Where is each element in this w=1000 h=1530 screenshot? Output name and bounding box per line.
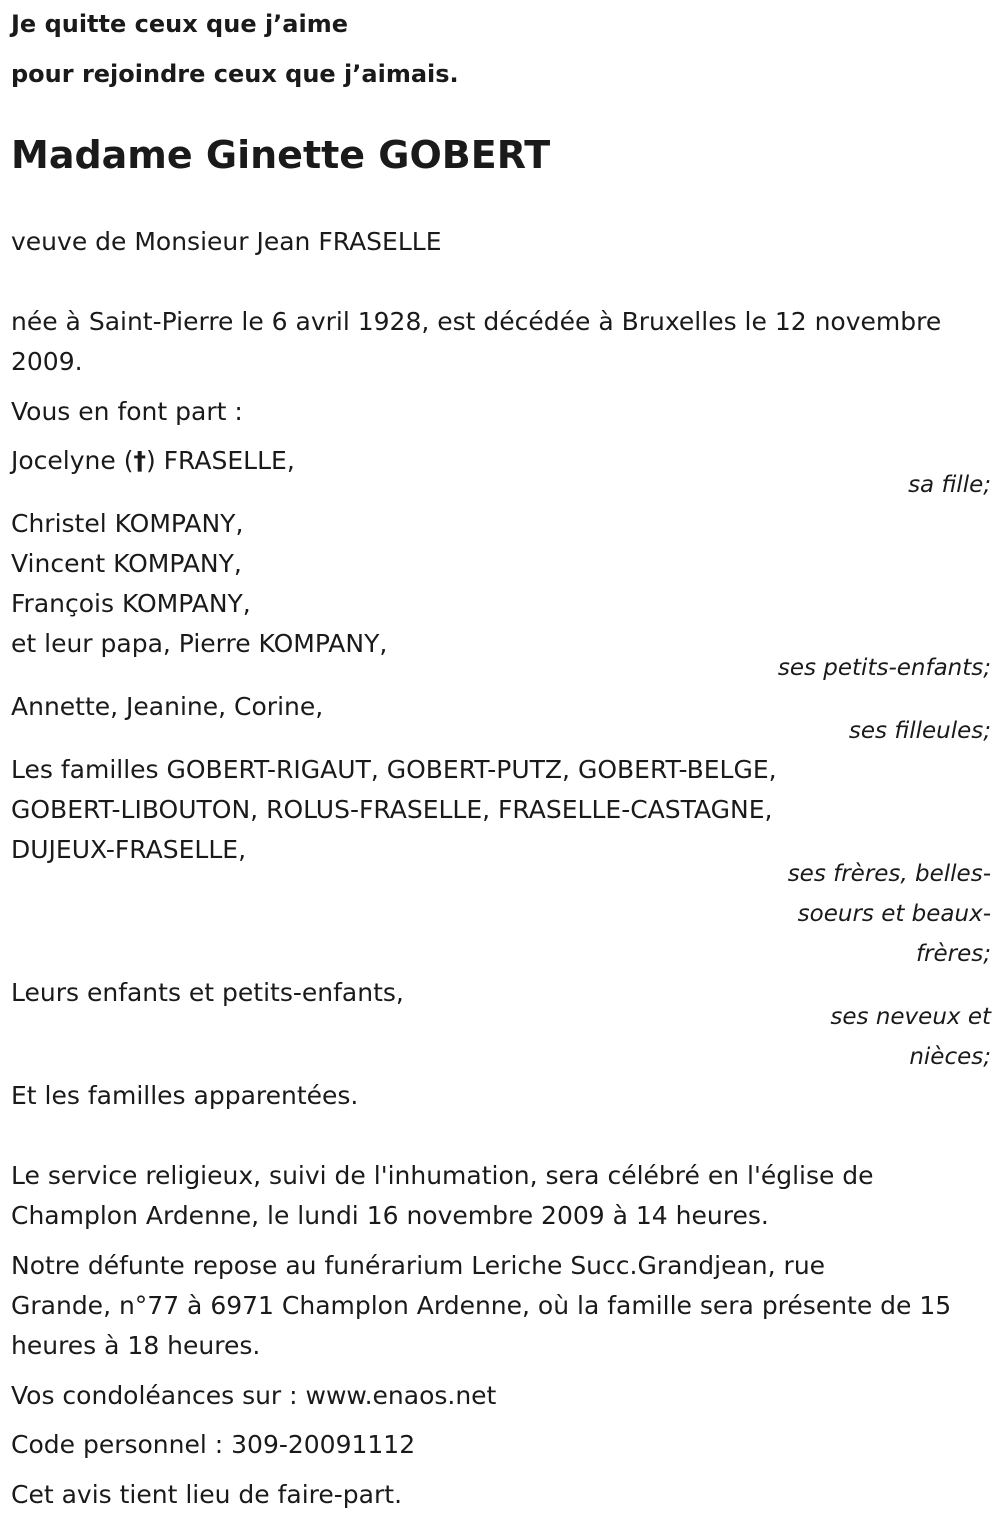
announcement-intro: Vous en font part : [11,397,243,426]
relation-families-line: frères; [915,941,991,967]
relation-descendants-line: ses neveux et [830,1004,991,1030]
condolences-line: Vos condoléances sur : www.enaos.net [11,1381,497,1410]
relation-grandchildren: ses petits-enfants; [777,655,991,681]
goddaughters-line: Annette, Jeanine, Corine, [11,692,324,721]
epigraph-line-2: pour rejoindre ceux que j’aimais. [11,60,459,88]
families-line: DUJEUX-FRASELLE, [11,835,247,864]
families-line: Les familles GOBERT-RIGAUT, GOBERT-PUTZ, GOBERT-BELGE, [11,755,777,784]
cross-icon: † [133,446,146,475]
related-families: Et les familles apparentées. [11,1081,359,1110]
closing-line: Cet avis tient lieu de faire-part. [11,1480,403,1509]
epigraph-line-1: Je quitte ceux que j’aime [11,10,349,38]
grandchild-line: François KOMPANY, [11,589,251,618]
grandchild-line: Christel KOMPANY, [11,509,244,538]
descendants-line: Leurs enfants et petits-enfants, [11,978,404,1007]
relation-families-line: soeurs et beaux- [797,901,991,927]
rest-line-2: Grande, n°77 à 6971 Champlon Ardenne, où la famille sera présente de 15 [11,1291,952,1320]
families-line: GOBERT-LIBOUTON, ROLUS-FRASELLE, FRASELLE-CASTAGNE, [11,795,773,824]
grandchild-line: et leur papa, Pierre KOMPANY, [11,629,388,658]
relation-goddaughters: ses filleules; [848,718,991,744]
grandchild-line: Vincent KOMPANY, [11,549,242,578]
birth-death-line-1: née à Saint-Pierre le 6 avril 1928, est décédée à Bruxelles le 12 novembre [11,307,942,336]
daughter-suffix: ) FRASELLE, [145,446,295,475]
deceased-name: Madame Ginette GOBERT [11,133,551,177]
relation-descendants-line: nièces; [909,1044,991,1070]
birth-death-line-2: 2009. [11,347,83,376]
service-line-1: Le service religieux, suivi de l'inhumation, sera célébré en l'église de [11,1161,874,1190]
rest-line-3: heures à 18 heures. [11,1331,261,1360]
widow-of: veuve de Monsieur Jean FRASELLE [11,227,442,256]
service-line-2: Champlon Ardenne, le lundi 16 novembre 2009 à 14 heures. [11,1201,769,1230]
relation-families-line: ses frères, belles- [787,861,991,887]
personal-code: Code personnel : 309-20091112 [11,1430,416,1459]
rest-line-1: Notre défunte repose au funérarium Leriche Succ.Grandjean, rue [11,1251,826,1280]
daughter-prefix: Jocelyne ( [11,446,134,475]
relation-daughter: sa fille; [908,472,991,498]
